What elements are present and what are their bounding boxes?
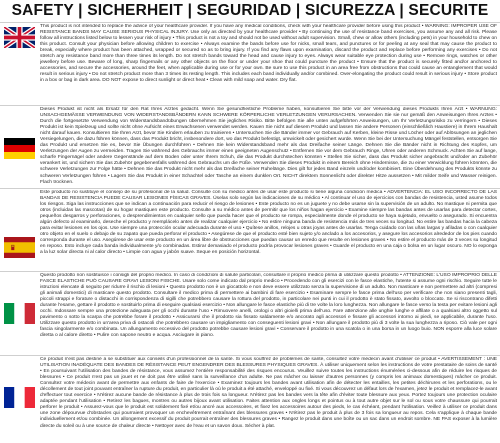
safety-text-italian: Questo prodotto non sostituisce i consigli del proprio medico. In caso di condizioni di salute particolari, consultare il proprio medico prima di utilizzare questo prodotto • ATTENZIONE: L'USO IMPROPRIO DELLE FASCE ELASTICHE PUÒ CAUSARE GRAVI LESIONI FISICHE. Usare solo come indicato dal proprio medico • Procedendo con gli esercizi con le fasce elastiche, l'utente si assume ogni rischio. Seguire tutte le istruzioni elencate di seguito per ridurre il rischio di lesioni • Questo prodotto non è un giocattolo e non deve essere utilizzato senza la supervisione di un adulto. Non masticare e non permettere ad altri (compresi gli animali domestici) di masticare questo prodotto. Consultare il medico prima di permettere ai bambini di fare esercizio • Esaminare sempre le fasce prima dell'uso per verificare che non siano presenti tagli, piccoli strappi e forature o distacchi in corrispondenza di sigilli che potrebbero causare la rottura del prodotto, in particolare nei punti in cui il prodotto è stato fissato, avvolto o bloccato. Se si riscontrano difetti durante l'esame, gettare il prodotto e sostituirlo prima di eseguire qualsiasi esercizio • Non allungare le fasce elastiche più di tre volte la loro lunghezza. Non allungare le fasce verso la testa per evitare lesioni agli occhi. Indossare sempre una protezione adeguata per gli occhi durante l'uso • Rimuovere anelli, orologi o altri gioielli prima dell'uso. Fare attenzione alle unghie lunghe e affilate o a qualsiasi altro oggetto sul pavimento o sotto la scarpa che potrebbe forare il prodotto • Assicurarsi che il prodotto sia fissato saldamente e/o ancorato agli accessori e fissare gli accessori intorno ai piedi, se applicabile, durante l'uso. Utilizzare questo prodotto in un'area priva di ostacoli che potrebbero causare un impigliamento con conseguenti lesioni gravi • Non allungare il prodotto più di 3 volte la sua lunghezza a riposo. Ciò vale per ogni fascia singolarmente e/o combinata. Un allungamento eccessivo del prodotto potrebbe causare lesioni gravi • Conservare il prodotto in una scatola o in una borsa in un luogo buio. NON esporre alla luce solare diretta o al calore diretto • Pulire con sapone neutro e acqua. Asciugare in piano. — [40, 273, 497, 339]
safety-text-german: Dieses Produkt ist nicht als Ersatz für den Rat Ihres Arztes gedacht. Wenn Sie gesundheitliche Probleme haben, konsultieren Sie bitte vor der Verwendung dieses Produkts Ihren Arzt • WARNUNG: UNSACHGEMÄSSE VERWENDUNG VON WIDERSTANDSBÄNDERN KANN SCHWERE KÖRPERLICHE VERLETZUNGEN VERURSACHEN. Verwenden Sie sie nur gemäß den Anweisungen Ihres Arztes • Durch die fortgesetzte Verwendung von Widerstandsbandübungen übernehmen Sie jegliches Risiko. Bitte befolgen Sie alle unten aufgeführten Anweisungen, um Ihr Verletzungsrisiko zu verringern • Dieses Produkt ist kein Spielzeug und sollte nicht ohne Aufsicht eines Erwachsenen verwendet werden. Kauen Sie nicht auf diesem Produkt und lassen Sie andere Personen (einschließlich Haustiere) in Ihrem Haushalt nicht darauf kauen. Konsultieren Sie Ihren Arzt, bevor Sie Kindern erlauben zu trainieren • Untersuchen Sie die Bänder immer vor Gebrauch auf Kerben, kleine Risse und Löcher oder auf Ablösungen an jeglichen Versiegelungen, die dazu führen können, dass das Produkt bricht, insbesondere dort, wo das Produkt befestigt, umwickelt oder gesichert wurde. Wenn Sie bei der Untersuchung Mängel feststellen, entsorgen Sie das Produkt und ersetzen Sie es, bevor Sie Übungen durchführen • Dehnen Sie kein Widerstandsband mehr als das Dreifache seiner Länge. Dehnen Sie die Bänder nicht in Richtung des Kopfes, um Verletzungen der Augen zu vermeiden. Tragen Sie während des Gebrauchs immer einen geeigneten Augenschutz • Entfernen Sie vor dem Gebrauch Ringe, Uhren oder anderen Schmuck. Achten Sie auf lange, scharfe Fingernägel oder andere Gegenstände auf dem Boden oder unter Ihrem Schuh, die das Produkt durchstechen könnten • Stellen Sie sicher, dass das Produkt sicher angebracht und/oder an Zubehör verankert ist, und sichern Sie das Zubehör gegebenenfalls während des Gebrauchs um die Füße. Verwenden Sie dieses Produkt in einem Bereich ohne Hindernisse, die zu einer Verwicklung führen könnten, die schwere Verletzungen zur Folge hätte • Dehnen Sie das Produkt nicht mehr als das Dreifache seiner Ruhelänge. Dies gilt für jedes Band einzeln und/oder kombiniert. Eine Überdehnung des Produkts könnte zu schweren Verletzungen führen • Lagern Sie das Produkt in einer Schachtel oder Tasche an einem dunklen Ort. NICHT direktem Sonnenlicht oder direkter Hitze aussetzen • Mit milder Seife und Wasser reinigen. Flach trocknen. — [40, 107, 497, 185]
safety-text-english: This product is not intended to replace the advice of your healthcare provider. If you have any medical conditions, check with your healthcare provider before using this product • WARNING: IMPROPER USE OF RESISTANCE BANDS MAY CAUSE SERIOUS PHYSICAL INJURY. Use only as directed by your healthcare provider • By continuing the use of resistance band exercises, you assume any and all risk. Please follow all instructions listed below to lessen your risk of injury • This product is not a toy and should not be used without adult supervision. Small, chew or allow others (including pets) in your household to chew on this product. Consult your physician before allowing children to exercise • Always examine the bands before use for nicks, small tears, and punctures or for peeling at any seal that may cause the product to break, especially where product has been attached, wrapped or secured so as to bring injury. If you find any flaws upon examination, discard the product and replace before performing any exercises • Do not stretch any resistance band more than three times its length. Do not stretch bands toward the head and cause injury to eyes. Always wear suitable eye protection during use • Remove rings, watches or other jewellery before use. Beware of long, sharp fingernails or any other objects on the floor or under your shoe that could puncture the product • Ensure that the product is securely fitted and/or anchored to accessories, and secure the accessories, around the feet, when applicable during use or for your own. Be sure to use this product in an area free from obstructions that could cause an entanglement that would result in serious injury • Do not stretch product more than 3 times its resting length. This includes each band individually and/or combined. Over-elongating the product could result in serious injury • Store product in a box or bag in dark area. DO NOT expose to direct sunlight or direct heat • Clean with mild soap and water. Dry flat. — [40, 24, 497, 84]
germany-flag-icon — [4, 138, 35, 159]
spain-flag-icon — [4, 237, 35, 258]
safety-text-french: Ce produit n'est pas destiné à se substituer aux conseils d'un professionnel de la santé. Si vous souffrez de problèmes de santé, consultez votre médecin avant d'utiliser ce produit • AVERTISSEMENT : UNE UTILISATION INADÉQUATE DES BANDES DE RÉSISTANCE PEUT ENGENDRER DES BLESSURES PHYSIQUES GRAVES. À utiliser uniquement selon les instructions de votre prestataire de soins de santé • En poursuivant l'utilisation des bandes de résistance, vous assumez l'entière responsabilité des risques encourus. Veuillez suivre toutes les instructions énumérées ci-dessous afin de réduire les risques de blessures • Ce produit n'est pas un jouet et ne doit pas être utilisé sans la surveillance d'un adulte. Ne pas mâcher ou laisser d'autres personnes (y compris les animaux domestiques) mâcher ce produit. Consultez votre médecin avant de permettre aux enfants de faire de l'exercice • Examinez toujours les bandes avant utilisation afin de détecter les entailles, les petites déchirures et les perforations, ou le décollement de tout joint pouvant entraîner la rupture du produit, en particulier là où le produit a été attaché, enveloppé ou fixé. Si vous découvrez un défaut lors de l'examen, jetez le produit et remplacez-le avant d'effectuer tout exercice • N'étirez aucune bande de résistance à plus de trois fois sa longueur. N'étirez pas les bandes vers la tête afin d'éviter toute blessure aux yeux. Portez toujours une protection oculaire adaptée pendant l'utilisation • Retirez les bagues, montres ou autres bijoux avant utilisation. Faites attention aux ongles longs et pointus ou à tout autre objet sur le sol ou sous votre chaussure qui pourrait perforer le produit • Assurez-vous que le produit est solidement fixé et/ou ancré aux accessoires, et fixez les accessoires autour des pieds, le cas échéant, pendant l'utilisation. Veillez à utiliser ce produit dans une zone dépourvue d'obstacles qui pourraient provoquer un enchevêtrement entraînant des blessures graves • N'étirez pas le produit à plus de 3 fois sa longueur au repos. Cela s'applique à chaque bande individuellement et/ou combinée. Un allongement excessif du produit pourrait entraîner des blessures graves • Rangez le produit dans une boîte ou un sac dans un endroit sombre. NE PAS exposer à la lumière directe du soleil ou à une source de chaleur directe • Nettoyer avec de l'eau et un savon doux. Sécher à plat. — [40, 357, 497, 429]
italy-flag-icon — [4, 303, 35, 324]
section-italian — [0, 272, 500, 356]
safety-text-spanish: Este producto no sustituye el consejo de su profesional de la salud. Consulte con su médico antes de usar este producto si tiene alguna condición médica • ADVERTENCIA: EL USO INCORRECTO DE LAS BANDAS DE RESISTENCIA PUEDE CAUSAR LESIONES FÍSICAS GRAVES. Úselas solo según las indicaciones de su médico • Al continuar el uso de ejercicios con bandas de resistencia, usted asume todos los riesgos. Siga las instrucciones que se indican a continuación para reducir el riesgo de lesiones • Este producto no es un juguete y no debe usarse sin la supervisión de un adulto. No mastique ni permita que otros (incluidas las mascotas) de su hogar mastiquen este producto. Consulte a su médico antes de permitir que los niños hagan ejercicio • Examine siempre las bandas antes de usarlas para detectar cortes, pequeños desgarros y perforaciones, o desprendimientos en cualquier sello que pueda hacer que el producto se rompa, especialmente donde el producto se haya sujetado, envuelto o asegurado. Si encuentra algún defecto al examinarlo, deseche el producto y reemplácelo antes de realizar cualquier ejercicio • No estire ninguna banda de resistencia más de tres veces su longitud. No estire las bandas hacia la cabeza para evitar lesiones en los ojos. Use siempre una protección ocular adecuada durante el uso • Quítese anillos, relojes u otras joyas antes de usarlas. Tenga cuidado con las uñas largas y afiladas o con cualquier otro objeto en el suelo o debajo de su zapato que pueda perforar el producto • Asegúrese de que el producto esté bien sujeto y/o anclado a los accesorios, y asegure los accesorios alrededor de los pies cuando corresponda durante el uso. Asegúrese de usar este producto en un área libre de obstrucciones que puedan causar un enredo que resulte en lesiones graves • No estire el producto más de 3 veces su longitud en reposo. Esto incluye cada banda individualmente y/o combinadas. Estirar demasiado el producto podría provocar lesiones graves • Guarde el producto en una caja o bolsa en un lugar oscuro. NO lo exponga a la luz solar directa ni al calor directo • Limpie con agua y jabón suave. Seque en posición horizontal. — [40, 190, 497, 256]
france-flag-icon — [4, 387, 35, 408]
page-title: SAFETY | SICHERHEIT | SEGURIDAD | SICUREZZA | SECURITE — [11, 2, 489, 19]
safety-header — [0, 0, 500, 23]
section-english — [0, 23, 500, 106]
section-french — [0, 356, 500, 443]
section-german — [0, 106, 500, 189]
section-spanish — [0, 189, 500, 272]
uk-flag-icon — [4, 27, 35, 48]
